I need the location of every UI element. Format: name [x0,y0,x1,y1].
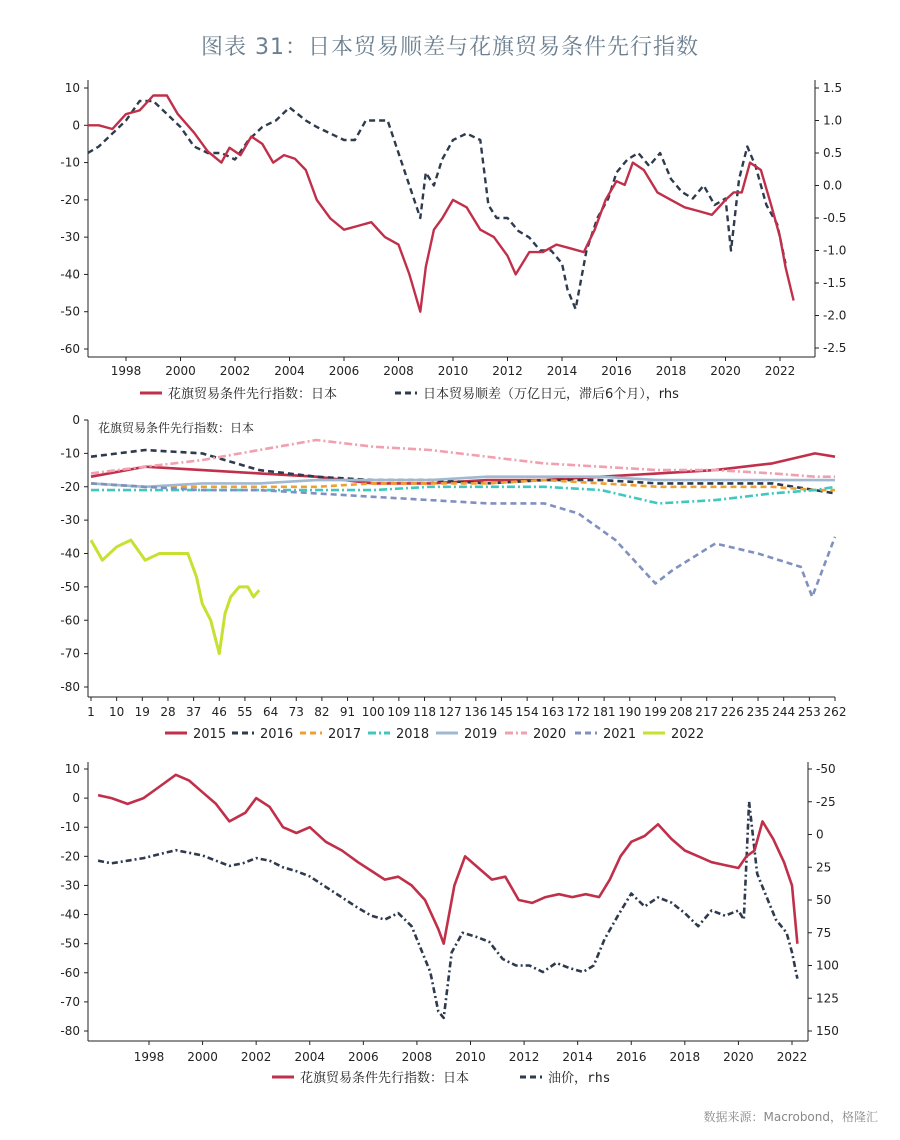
x-tick-label: 2022 [764,364,796,378]
x-tick-label: 181 [592,705,616,719]
y-tick-label: -20 [60,479,80,494]
y-tick-label: -40 [60,907,80,922]
y2-tick-label: 125 [816,991,839,1006]
x-tick-label: 2020 [710,364,741,378]
y-tick-label: 0 [72,118,80,133]
y2-tick-label: 75 [816,925,832,940]
legend-label: 2022 [671,727,705,742]
x-tick-label: 2022 [776,1050,808,1064]
y-tick-label: -10 [60,820,80,835]
y-tick-label: -20 [60,849,80,864]
x-tick-label: 91 [339,705,356,719]
legend-label: 日本贸易顺差（万亿日元，滞后6个月），rhs [423,387,679,402]
y-tick-label: -60 [60,613,80,628]
x-tick-label: 226 [720,705,744,719]
x-tick-label: 1998 [110,364,142,378]
y-tick-label: -60 [60,342,80,356]
x-tick-label: 2004 [274,364,305,378]
y-tick-label: -80 [60,1024,80,1038]
y2-tick-label: -0.5 [823,211,847,225]
x-tick-label: 2014 [546,364,578,378]
x-tick-label: 127 [438,705,462,719]
x-tick-label: 82 [314,705,330,719]
legend-label: 2018 [396,727,430,742]
x-tick-label: 2012 [492,364,523,378]
y-tick-label: -30 [60,230,80,245]
x-tick-label: 2010 [437,364,469,378]
x-tick-label: 1998 [133,1050,165,1064]
y-tick-label: -30 [60,513,80,528]
y2-tick-label: 100 [816,958,839,973]
x-tick-label: 2018 [669,1050,701,1064]
chart-middle-yearly [60,413,846,742]
x-tick-label: 2018 [655,364,687,378]
y2-tick-label: -2.0 [823,308,847,323]
legend-label: 2016 [260,727,294,742]
y-tick-label: -70 [60,646,80,661]
y-tick-label: -60 [60,965,80,980]
x-tick-label: 73 [288,705,304,719]
legend-label: 花旗贸易条件先行指数：日本 [168,387,338,402]
y-tick-label: -40 [60,267,80,282]
y2-tick-label: 0 [816,827,824,842]
x-tick-label: 37 [185,705,202,719]
x-tick-label: 208 [669,705,693,719]
x-tick-label: 100 [361,705,385,719]
x-tick-label: 2002 [219,364,251,378]
x-tick-label: 253 [797,705,821,719]
x-tick-label: 2006 [328,364,360,378]
x-tick-label: 217 [695,705,719,719]
y-tick-label: -50 [60,304,80,319]
chart-bottom-oil [60,762,839,1086]
x-tick-label: 262 [823,705,847,719]
source-note: 数据来源：Macrobond，格隆汇 [703,1110,878,1124]
x-tick-label: 190 [618,705,642,719]
x-tick-label: 163 [541,705,565,719]
series-2021-line [91,483,835,597]
legend-label: 2015 [193,727,227,742]
x-tick-label: 136 [464,705,488,719]
chart-top-trade-surplus [60,80,846,402]
y2-tick-label: 1.5 [823,81,843,95]
y2-tick-label: 150 [816,1024,839,1038]
x-tick-label: 2010 [455,1050,486,1064]
y-tick-label: 10 [64,81,80,95]
y2-tick-label: -50 [816,762,836,776]
legend-label: 2020 [533,727,567,742]
y2-tick-label: -1.0 [823,243,847,258]
x-tick-label: 2006 [348,1050,379,1064]
figure-title: 图表 31：日本贸易顺差与花旗贸易条件先行指数 [201,35,699,60]
x-tick-label: 1 [87,705,95,719]
x-tick-label: 2016 [601,364,632,378]
y-tick-label: -80 [60,680,80,694]
x-tick-label: 64 [262,705,279,719]
x-tick-label: 235 [746,705,770,719]
y-tick-label: -10 [60,155,80,170]
x-tick-label: 2016 [615,1050,647,1064]
x-tick-label: 2004 [294,1050,326,1064]
x-tick-label: 154 [515,705,539,719]
y-tick-label: -40 [60,546,80,561]
y2-tick-label: 0.0 [823,178,843,193]
y2-tick-label: -25 [816,794,836,809]
x-tick-label: 118 [413,705,436,719]
y2-tick-label: 0.5 [823,146,843,160]
x-tick-label: 2020 [723,1050,754,1064]
y2-tick-label: 25 [816,860,832,875]
legend-label: 2019 [464,727,498,742]
series-oil-price-line [98,802,797,1018]
y-tick-label: 0 [72,791,80,806]
x-tick-label: 2000 [187,1050,218,1064]
x-tick-label: 2002 [240,1050,272,1064]
y-tick-label: -10 [60,446,80,461]
x-tick-label: 28 [160,705,176,719]
y2-tick-label: -2.5 [823,341,847,355]
y-tick-label: 0 [72,413,80,427]
chart-annotation: 花旗贸易条件先行指数：日本 [98,421,255,435]
x-tick-label: 2012 [508,1050,540,1064]
y2-tick-label: 50 [816,893,832,907]
y-tick-label: -20 [60,192,80,207]
legend-label: 油价，rhs [548,1071,611,1086]
legend-label: 2021 [603,727,637,742]
x-tick-label: 19 [134,705,150,719]
y2-tick-label: 1.0 [823,113,843,128]
legend-label: 花旗贸易条件先行指数：日本 [300,1071,470,1086]
x-tick-label: 2014 [562,1050,593,1064]
series-citi-index-line [88,96,794,312]
series-citi-index-line [98,775,797,944]
y2-tick-label: -1.5 [823,276,847,290]
y-tick-label: 10 [64,762,80,776]
x-tick-label: 10 [109,705,125,719]
y-tick-label: -30 [60,878,80,893]
x-tick-label: 145 [490,705,513,719]
x-tick-label: 2008 [383,364,414,378]
x-tick-label: 199 [643,705,667,719]
y-tick-label: -70 [60,994,80,1009]
x-tick-label: 2000 [165,364,196,378]
x-tick-label: 109 [387,705,411,719]
x-tick-label: 55 [237,705,253,719]
y-tick-label: -50 [60,936,80,951]
x-tick-label: 172 [566,705,590,719]
series-2022-line [91,540,259,654]
y-tick-label: -50 [60,579,80,594]
x-tick-label: 2008 [401,1050,433,1064]
legend-label: 2017 [328,727,362,742]
x-tick-label: 244 [772,705,796,719]
x-tick-label: 46 [211,705,227,719]
